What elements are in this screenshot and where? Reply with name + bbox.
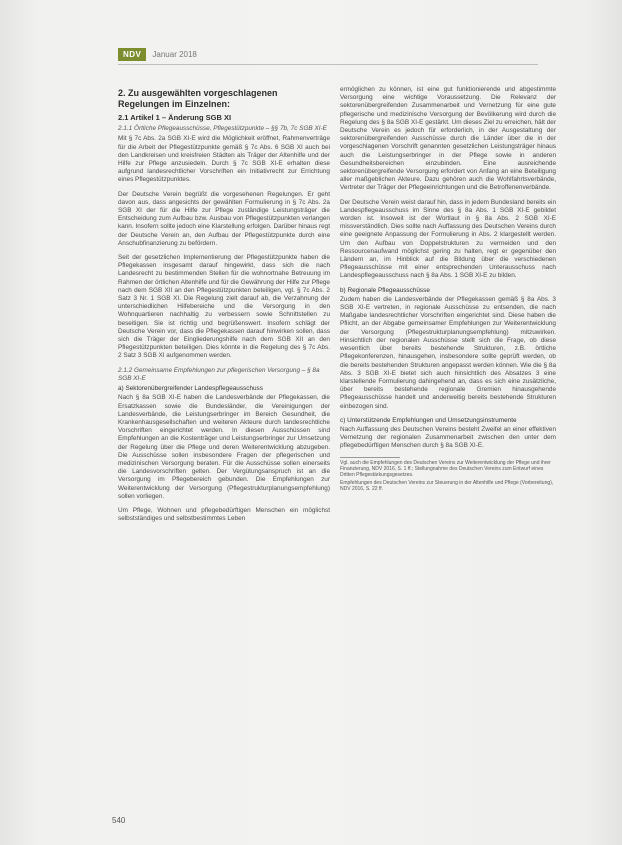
subsection-label: a) Sektorenübergreifender Landespflegeausschuss xyxy=(118,385,263,393)
subsection-label: b) Regionale Pflegeausschüsse xyxy=(340,286,430,294)
section-title: 2.1.2 Gemeinsame Empfehlungen zur pflegerischen Versorgung – § 8a SGB XI-E xyxy=(118,366,320,382)
paragraph: Um Pflege, Wohnen und pflegebedürftigen Menschen ein möglichst selbstständiges und selbstbestimmtes Leben xyxy=(118,506,330,523)
paragraph: Nach Auffassung des Deutschen Vereins besteht Zweifel an einer effektiven Vernetzung der regionalen Zusammenarbeit zwischen den unter dem pflegebedürftigen Menschen durch § 8a SGB XI-E. xyxy=(340,425,556,450)
subsection-label: c) Unterstützende Empfehlungen und Umsetzungsinstrumente xyxy=(340,416,517,424)
section-title: 2.1.1 Örtliche Pflegeausschüsse, Pflegestützpunkte – §§ 7b, 7c SGB XI-E xyxy=(118,125,327,133)
paragraph: Seit der gesetzlichen Implementierung der Pflegestützpunkte haben die Pflegekassen insgesamt darauf hingewirkt, dass sich die nach Landesrecht zu bestimmenden Stellen für die wohnortnahe Betreuung im Rahmen der örtlichen Altenhilfe und für die Gewährung der Hilfe zur Pflege nach dem SGB XII an den Pflegestützpunkten beteiligen, vgl. § 7c Abs. 2 Satz 3 Nr. 1 SGB XI. Die Regelung zielt darauf ab, die Verzahnung der unterschiedlichen Hilfebereiche und die Versorgung in den Wohnquartieren nachhaltig zu verbessern sowie Schnittstellen zu beseitigen. Sie ist richtig und begrüßenswert. Insofern schlägt der Deutsche Verein vor, dass die Pflegekassen darauf hinwirken sollen, dass sich die Träger der Eingliederungshilfe nach dem SGB XII an den Pflegestützpunkten beteiligen. Dies könnte in die Regelung des § 7c Abs. 2 Satz 3 SGB XI aufgenommen werden. xyxy=(118,254,330,360)
paragraph: Zudem haben die Landesverbände der Pflegekassen gemäß § 8a Abs. 3 SGB XI-E vertreten, in regionale Ausschüsse zu entsenden, die nach Maßgabe landesrechtlicher Vorschriften eingerichtet sind. Diese haben die Pflicht, an der Abgabe gemeinsamer Empfehlungen zur Weiterentwicklung der Versorgung (Pflegestrukturplanungsempfehlung) mitzuwirken. Hinsichtlich der regionalen Ausschüsse stellt sich die Frage, ob diese wesentlich über bereits bestehende Strukturen, z.B. örtliche Pflegekonferenzen, hinausgehen, insbesondere sollte geprüft werden, ob die bereits bestehenden Strukturen angepasst werden können. Wie die § 8a Abs. 3 SGB XI-E bietet sich auch hinsichtlich des Absatzes 3 eine klarstellende Formulierung dahingehend an, dass es sich eine zusätzliche, über bereits bestehende regionale Gremien hinausgehende Pflegeausschüsse handelt und anderweitig bereits bestehende Strukturen einbezogen sind. xyxy=(340,295,556,410)
footnote: Empfehlungen des Deutschen Vereins zur Steuerung in der Altenhilfe und Pflege (Vorbereitung), NDV 2016, S. 22 ff. xyxy=(340,480,554,493)
paragraph: Der Deutsche Verein begrüßt die vorgesehenen Regelungen. Er geht davon aus, dass angesichts der gewählten Formulierung in § 7c Abs. 2a SGB XI der für die Hilfe zur Pflege zuständige Leistungsträger die Entscheidung zum Aufbau bzw. Ausbau von Pflegestützpunkten verlangen kann. Insofern sollte jedoch eine Klarstellung erfolgen. Darüber hinaus regt der Deutsche Verein an, den Aufbau der Pflegestützpunkte durch eine Anschubfinanzierung zu befördern. xyxy=(118,190,330,247)
running-header xyxy=(118,48,197,61)
issue-date: Januar 2018 xyxy=(152,50,197,59)
paragraph: Nach § 8a SGB XI-E haben die Landesverbände der Pflegekassen, die Ersatzkassen sowie die Bundesländer, die Vereinigungen der Landesverbände, die Leistungserbringer im Bereich Gesundheit, die Krankenhausgesellschaften und weiteren Akteure durch landesrechtliche Vorschriften eingerichtet werden. In diesen Ausschüssen sind Empfehlungen an die Kostenträger und Leistungserbringer zur Umsetzung der Regelung über die Pflege und deren Weiterentwicklung abzugeben. Die Ausschüsse sollen insbesondere Fragen der pflegerischen und medizinischen Versorgung beraten. Für die Ausschüsse sollen einerseits die Landesvorschriften gelten. Der Vergütungsanspruch ist an die Versorgung im Pflegebereich gebunden. Die Empfehlungen zur Weiterentwicklung der Versorgung (Pflegestrukturplanungsempfehlung) sollen vorliegen. xyxy=(118,394,330,500)
paragraph: Mit § 7c Abs. 2a SGB XI-E wird die Möglichkeit eröffnet, Rahmenverträge für die Arbeit der Pflegestützpunkte gemäß § 7c Abs. 6 SGB XI auch bei den Landkreisen und kreisfreien Städten als Träger der Altenhilfe und der Hilfe zur Pflege anzusiedeln. Durch § 7c SGB XI-E erhalten diese aufgrund landesrechtlicher Vorschriften ein Initiativrecht zur Errichtung eines Pflegestützpunktes. xyxy=(118,135,330,184)
subsection-heading: 2.1 Artikel 1 – Änderung SGB XI xyxy=(118,113,232,122)
section-heading: 2. Zu ausgewählten vorgeschlagenen Regelungen im Einzelnen: xyxy=(118,88,278,109)
footnote: Vgl. auch die Empfehlungen des Deutschen Vereins zur Weiterentwicklung der Pflege und ihrer Finanzierung, NDV 2016, S. 1 ff.; Stellungnahme des Deutschen Vereins zum Entwurf eines Dritten Pflegestärkungsgesetzes. xyxy=(340,459,551,478)
paragraph: Der Deutsche Verein weist darauf hin, dass in jedem Bundesland bereits ein Landespflegeausschuss im Sinne des § 8a Abs. 1 SGB XI-E gebildet worden ist. Insoweit ist der Wortlaut in § 8a Abs. 2 SGB XI-E missverständlich. Dies sollte nach Auffassung des Deutschen Vereins durch eine geeignete Anpassung der Formulierung in Abs. 2 klargestellt werden. Um den Aufbau von Doppelstrukturen zu vermeiden und den Ressourcenaufwand möglichst gering zu halten, regt er gegenüber den Ländern an, im Hinblick auf die Bildung über die verschiedenen Pflegeausschüsse mit einer entsprechenden Unterausschuss nach Landespflegeausschuss nach § 8a Abs. 1 SGB XI-E zu bilden. xyxy=(340,198,556,280)
left-column xyxy=(118,88,330,529)
right-column xyxy=(340,86,556,494)
footnote-rule xyxy=(340,457,400,458)
header-rule xyxy=(118,64,538,65)
page-number: 540 xyxy=(112,816,126,825)
journal-badge: NDV xyxy=(118,48,146,61)
paragraph: ermöglichen zu können, ist eine gut funktionierende und abgestimmte Versorgung eine wichtige Voraussetzung. Die Relevanz der sektorenübergreifenden Zusammenarbeit und Vernetzung für eine gute pflegerische und medizinische Versorgung der Bevölkerung wird durch die Regelung des § 8a SGB XI-E gestärkt. Um dieses Ziel zu erreichen, hält der Deutsche Verein es jedoch für erforderlich, in der Ausgestaltung der sektorenübergreifenden Ausschüsse durch die Länder über die in der vorgeschlagenen Vorschrift genannten gesetzlichen Leistungsträger hinaus auch die Leistungserbringer in der Pflege sowie in anderen Gesundheitsbereichen einzubinden. Eine ausreichende sektorenübergreifende Versorgung erfordert von Anfang an eine Beteiligung aller maßgeblichen Akteure. Dazu gehören auch die Wohlfahrtsverbände, Vertreter der Träger der Pflegeeinrichtungen und die Betroffenenverbände. xyxy=(340,86,556,192)
